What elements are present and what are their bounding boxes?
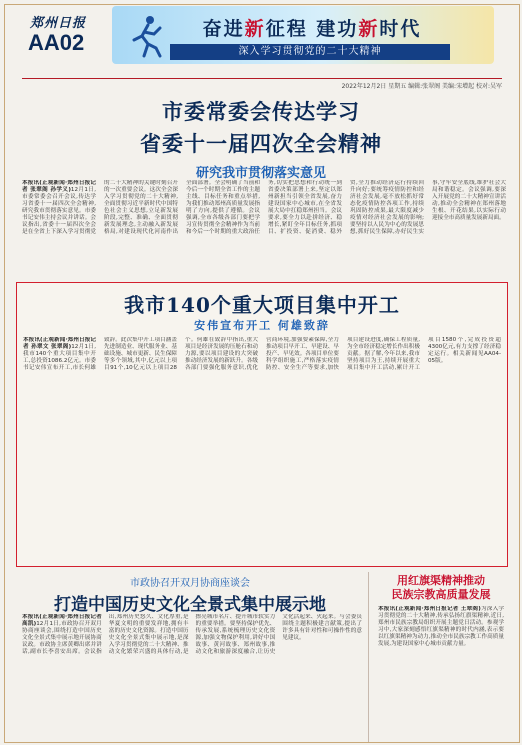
article3-byline: 本报讯(正观新闻·郑州日报记者 高凯) bbox=[22, 614, 102, 627]
article2-body bbox=[23, 337, 501, 559]
column-divider bbox=[368, 572, 369, 742]
sidebar-body bbox=[378, 606, 504, 738]
article2-text: 12月1日,我市140个重大项目集中开工,总投资1086.2亿元。市委书记安伟宣布开工,市长何雄致辞。此次集中开工项目涵盖先进制造业、现代服务业、基础设施、城市更新、民生保障等多个领域,其中,亿元以上项目91个,10亿元以上项目28个。何雄在致辞中指出,重大项目是经济发展的压舱石和动力源,要以项目建设的大突破推动经济发展的新跃升。各级各部门要强化服务意识,优化营商环境,加强要素保障,全力推动项目早开工、早建设、早投产、早见效。各项目单位要科学组织施工,严格落实疫情防控、安全生产等要求,加快项目建设进度,确保工程质量,为全市经济稳定增长作出积极贡献。据了解,今年以来,我市坚持项目为王,持续开展重大项目集中开工活动,累计开工项目1580个,完成投资超4300亿元,有力支撑了经济稳定运行。相关新闻见AA04-05版。 bbox=[23, 337, 501, 371]
page-code: AA02 bbox=[28, 30, 85, 55]
article3-body bbox=[22, 614, 362, 738]
sidebar-title bbox=[378, 574, 504, 602]
banner-subtitle: 深入学习贯彻党的二十大精神 bbox=[170, 44, 450, 60]
article1-subtitle: 研究我市贯彻落实意见 bbox=[195, 166, 326, 181]
article1-text: 12月1日,市委常委会召开会议,传达学习省委十一届四次全会精神,研究我市贯彻落实意见。市委书记安伟主持会议并讲话。会议指出,省委十一届四次全会是在全省上下深入学习贯彻党的二十大精神的关键时刻召开的一次重要会议。这次全会深入学习贯彻党的二十大精神,全面贯彻习近平新时代中国特色社会主义思想,立足新发展阶段,完整、准确、全面贯彻新发展理念,主动融入新发展格局,对建设现代化河南作出全面部署。全会明确了当前和今后一个时期全省工作的主题主线、目标任务和重点举措,为我们推动郑州高质量发展指明了方向,提供了遵循。会议强调,全市各级各部门要把学习宣传贯彻全会精神作为当前和今后一个时期的重大政治任务,切实把思想和行动统一到省委决策部署上来,坚定以郑州新担当引领全省发展,奋力建设国家中心城市,在全省发展大局中扛稳郑州担当。会议要求,要全力以赴拼经济、稳增长,紧盯全年目标任务,抓项目、扩投资、促消费、稳外贸,全力推动经济运行持续回升向好;要统筹疫情防控和经济社会发展,毫不放松抓好常态化疫情防控各项工作,持续巩固防控成果,最大限度减少疫情对经济社会发展的影响;要坚持以人民为中心的发展思想,抓好民生保障,办好民生实事,守牢安全底线,维护社会大局和谐稳定。会议强调,要深入开展党的二十大精神宣讲活动,推动全会精神在郑州落地生根、开花结果,以实际行动迎接全市高质量发展新局面。 bbox=[22, 180, 506, 235]
newspaper-logo: 郑州日报 bbox=[30, 16, 87, 31]
issue-meta: 2022年12月2日 星期五 编辑:张翠阁 美编:宋增起 校对:吴军 bbox=[22, 78, 502, 90]
article3-kicker: 市政协召开双月协商座谈会 bbox=[130, 578, 250, 589]
article1-title-line2: 省委十一届四次全会精神 bbox=[140, 131, 382, 156]
article1-headline bbox=[0, 96, 522, 181]
article3-text: 12月1日,市政协召开双月协商座谈会,围绕打造中国历史文化全景式集中展示地开展协商议政。市政协主席黄卿出席并讲话,副市长李喜安出席。会议指出,郑州历史悠久、文化厚重,是华夏文明的重要发祥地,拥有丰富的历史文化资源。打造中国历史文化全景式集中展示地,是深入学习贯彻党的二十大精神、推动文化繁荣兴盛的具体行动,是擦亮城市名片、提升城市软实力的重要举措。要坚持保护优先、传承发展,系统梳理历史文化资源,加强文物保护利用,讲好中国故事、黄河故事、郑州故事,推动文化和旅游深度融合,让历史文化活起来、火起来。与会委员围绕主题积极建言献策,提出了许多具有针对性和可操作性的意见建议。 bbox=[22, 614, 362, 655]
article2-title: 我市140个重大项目集中开工 bbox=[124, 293, 400, 317]
banner-title: 奋进新征程 建功新时代 bbox=[202, 18, 422, 40]
article2-subtitle: 安伟宣布开工 何雄致辞 bbox=[194, 319, 330, 332]
article1-body bbox=[22, 180, 506, 276]
sidebar-title-line1: 用红旗渠精神推动 bbox=[397, 574, 485, 587]
article2-box bbox=[16, 282, 508, 567]
sidebar-text: 为深入学习贯彻党的二十大精神,传承弘扬红旗渠精神,近日,郑州市民族宗教局组织开展主题党日活动。参观学习中,大家深刻感悟红旗渠精神的时代内涵,表示要以红旗渠精神为动力,推动全市民族宗教工作高质量发展,为建设国家中心城市贡献力量。 bbox=[378, 606, 504, 647]
article3-title: 打造中国历史文化全景式集中展示地 bbox=[54, 595, 326, 615]
masthead bbox=[0, 0, 522, 90]
sidebar-byline: 本报讯(正观新闻·郑州日报记者 王翠阁) bbox=[378, 606, 481, 612]
theme-banner bbox=[112, 6, 494, 64]
article2-byline: 本报讯(正观新闻·郑州日报记者 孙翠文 张翠阁) bbox=[23, 337, 96, 350]
article1-byline: 本报讯(正观新闻·郑州日报记者 张翠阁 孙学义) bbox=[22, 180, 96, 193]
sidebar-title-line2: 民族宗教高质量发展 bbox=[391, 588, 491, 601]
article1-title-line1: 市委常委会传达学习 bbox=[162, 99, 360, 124]
